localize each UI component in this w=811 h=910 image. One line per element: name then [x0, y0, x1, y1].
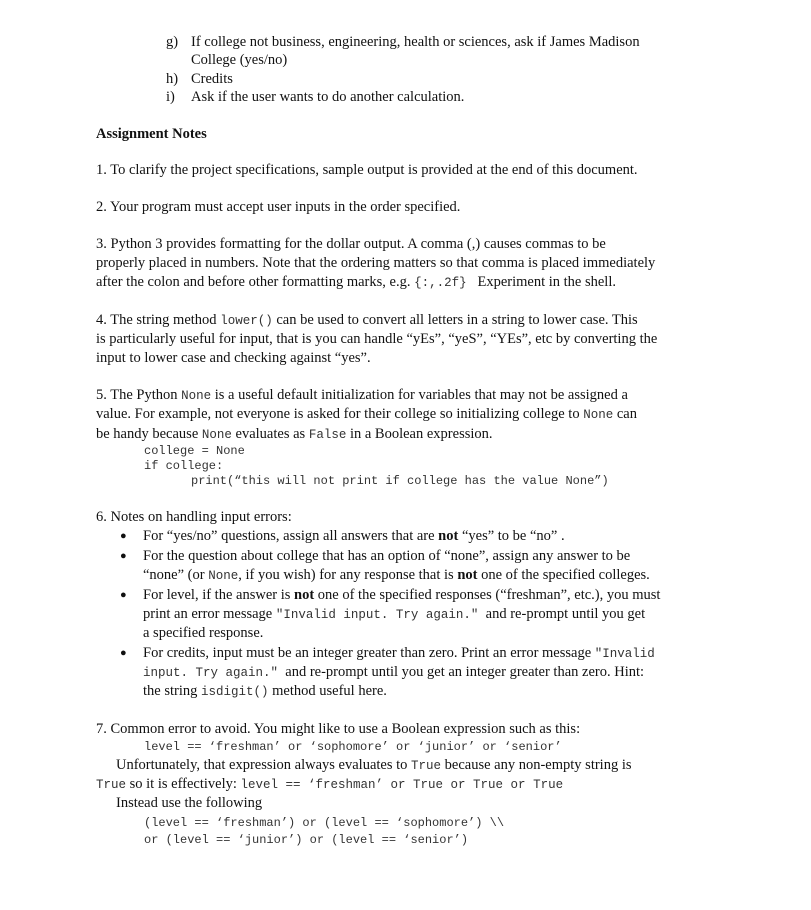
bullet-3-line2-tail: and re-prompt until you get [485, 606, 646, 622]
bullet-2-bold: not [457, 567, 478, 583]
bullet-3-bold: not [294, 587, 315, 603]
bullet-1-tail: “yes” to be “no” . [461, 528, 565, 544]
note-4-line1 [96, 311, 638, 330]
note-6-bullet-1 [143, 527, 565, 545]
note-6-title: 6. Notes on handling input errors: [96, 509, 292, 525]
bullet-1-text: For “yes/no” questions, assign all answers that are [143, 528, 435, 544]
list-item-g-line1: If college not business, engineering, health or sciences, ask if James Madison [191, 34, 640, 50]
note-7-line3 [96, 775, 563, 794]
bullet-2-text: “none” (or [143, 567, 205, 583]
bullet-1-bold: not [438, 528, 459, 544]
note-2: 2. Your program must accept user inputs in the order specified. [96, 199, 461, 215]
bullet-icon: ● [120, 647, 127, 659]
list-item-g-line2: College (yes/no) [191, 52, 288, 68]
none-code: None [181, 389, 212, 403]
note-7-line2 [116, 756, 632, 775]
false-code: False [308, 428, 347, 442]
note-6-bullet-4-line2 [143, 663, 644, 682]
bullet-4-line3-text: the string [143, 683, 198, 699]
note-4-line3: input to lower case and checking against “yes”. [96, 350, 371, 366]
list-marker-i: i) [166, 89, 175, 105]
bullet-icon: ● [120, 589, 127, 601]
effective-expression-code: level == ‘freshman’ or True or True or True [240, 778, 564, 792]
code-line-good-expression-1: (level == ‘freshman’) or (level == ‘sophomore’) \\ [144, 816, 505, 830]
error-message-code: "Invalid input. Try again." [275, 608, 479, 622]
note-6-bullet-3-line3: a specified response. [143, 625, 264, 641]
note-5-line3 [96, 425, 493, 444]
bullet-3-line2-text: print an error message [143, 606, 273, 622]
none-code: None [583, 408, 614, 422]
bullet-4-text: For credits, input must be an integer greater than zero. Print an error message [143, 645, 592, 661]
code-line-bad-expression: level == ‘freshman’ or ‘sophomore’ or ‘junior’ or ‘senior’ [144, 740, 562, 754]
bullet-icon: ● [120, 530, 127, 542]
bullet-2-mid: , if you wish) for any response that is [238, 567, 454, 583]
list-item-h: Credits [191, 71, 233, 87]
note-6-bullet-3-line2 [143, 605, 645, 624]
bullet-icon: ● [120, 550, 127, 562]
note-3-line3-text: after the colon and before other formatting marks, e.g. [96, 274, 411, 290]
none-code: None [201, 428, 232, 442]
code-line-print: print(“this will not print if college has the value None”) [191, 474, 609, 488]
bullet-4-line2-tail: and re-prompt until you get an integer greater than zero. Hint: [285, 664, 645, 680]
note-1: 1. To clarify the project specifications, sample output is provided at the end of this document. [96, 162, 638, 178]
bullet-3-text: For level, if the answer is [143, 587, 291, 603]
note-4-line2: is particularly useful for input, that is you can handle “yEs”, “yeS”, “YEs”, etc by converting the [96, 331, 658, 347]
code-line-good-expression-2: or (level == ‘junior’) or (level == ‘senior’) [144, 833, 469, 847]
note-5-line1-text: 5. The Python [96, 387, 178, 403]
note-6-bullet-2-line2 [143, 566, 650, 585]
code-line-if-college: if college: [144, 459, 224, 473]
list-item-i: Ask if the user wants to do another calculation. [191, 89, 465, 105]
note-5-line2 [96, 405, 637, 424]
lower-method-code: lower() [220, 314, 273, 328]
bullet-4-line3-tail: method useful here. [272, 683, 387, 699]
bullet-2-tail: one of the specified colleges. [481, 567, 650, 583]
note-7-line2-text: Unfortunately, that expression always evaluates to [116, 757, 408, 773]
note-7-line1: 7. Common error to avoid. You might like to use a Boolean expression such as this: [96, 721, 581, 737]
note-5-line1-tail: is a useful default initialization for variables that may not be assigned a [214, 387, 628, 403]
note-3-line3-tail: Experiment in the shell. [477, 274, 616, 290]
section-heading: Assignment Notes [96, 126, 207, 142]
list-marker-h: h) [166, 71, 179, 87]
note-6-bullet-2-line1: For the question about college that has an option of “none”, assign any answer to be [143, 548, 631, 564]
format-spec-code: {:,.2f} [414, 276, 467, 290]
note-7-line3-text: so it is effectively: [129, 776, 237, 792]
note-6-bullet-3-line1 [143, 586, 660, 604]
note-5-line2-tail: can [616, 406, 637, 422]
none-code: None [208, 569, 239, 583]
error-message-code: input. Try again." [143, 666, 279, 680]
note-7-line2-tail: because any non-empty string is [444, 757, 632, 773]
isdigit-code: isdigit() [201, 685, 269, 699]
note-5-line3-text: be handy because [96, 426, 199, 442]
list-marker-g: g) [166, 34, 179, 50]
true-code: True [96, 778, 127, 792]
note-5-line3-mid: evaluates as [235, 426, 306, 442]
note-5-line2-text: value. For example, not everyone is asked for their college so initializing college to [96, 406, 580, 422]
code-line-college-none: college = None [144, 444, 245, 458]
note-3-line3 [96, 273, 616, 292]
note-5-line1 [96, 386, 628, 405]
note-5-line3-tail: in a Boolean expression. [349, 426, 493, 442]
note-7-line4: Instead use the following [116, 795, 263, 811]
note-4-line1-tail: can be used to convert all letters in a string to lower case. This [276, 312, 638, 328]
note-6-bullet-4-line3 [143, 682, 387, 701]
error-message-code: "Invalid [594, 647, 655, 661]
bullet-3-tail: one of the specified responses (“freshman”, etc.), you must [317, 587, 661, 603]
true-code: True [411, 759, 442, 773]
note-6-bullet-4-line1 [143, 644, 655, 663]
note-3-line2: properly placed in numbers. Note that the ordering matters so that comma is placed immediately [96, 255, 656, 271]
note-4-line1-text: 4. The string method [96, 312, 217, 328]
note-3-line1: 3. Python 3 provides formatting for the dollar output. A comma (,) causes commas to be [96, 236, 606, 252]
